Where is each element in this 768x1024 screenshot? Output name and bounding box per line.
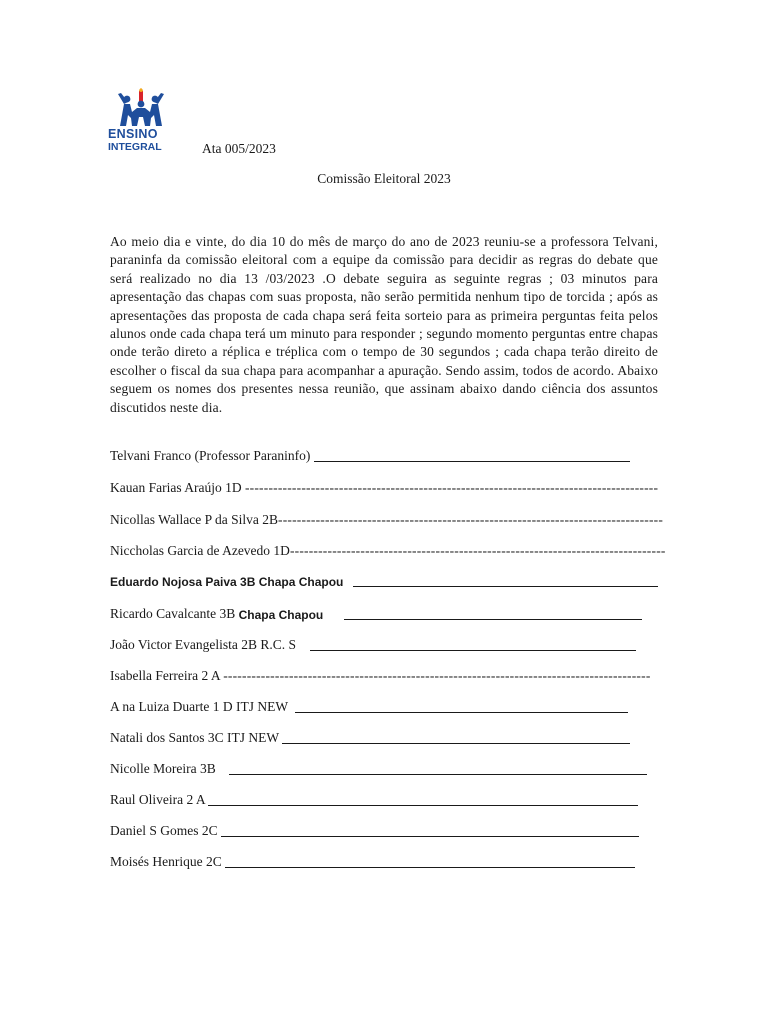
signature-name: Raul Oliveira 2 A [110,792,209,807]
signature-row [110,480,659,496]
signature-row [110,448,630,464]
signature-row [110,668,651,684]
signature-line [221,824,639,837]
signature-row [110,761,647,777]
signature-name: Ricardo Cavalcante 3B [110,606,239,621]
signature-line [310,638,636,651]
ensino-integral-logo [108,88,176,156]
signature-name: Natali dos Santos 3C ITJ NEW [110,730,283,745]
signature-row [110,699,628,715]
logo-line-2: INTEGRAL [108,140,162,153]
signature-line [344,607,642,620]
signature-line [282,731,630,744]
ata-number: Ata 005/2023 [202,141,276,156]
signature-row [110,823,639,839]
signature-line [208,793,638,806]
document-title: Comissão Eleitoral 2023 [317,171,451,186]
signature-dashes: -------------------------------------------------------------------------------- [289,543,666,558]
signature-name: João Victor Evangelista 2B R.C. S [110,637,310,652]
signature-row [110,792,638,808]
minutes-body: Ao meio dia e vinte, do dia 10 do mês de março do ano de 2023 reuniu-se a professora Telvani, paraninfa da comissão eleitoral com a equipe da comissão para decidir as regras do debate que será realizado no dia 13 /03/2023 .O debate seguira as seguinte regras ; 03 minutos para apresentação das chapas com suas proposta, não serão permitida nenhum tipo de torcida ; após as apresentações das proposta de cada chapa será feita sorteio para as primeira perguntas feita pelos alunos onde cada chapa terá um minuto para responder ; segundo momento perguntas entre chapas onde terão direto a réplica e tréplica com o tempo de 30 segundos ; cada chapa terão direito de escolher o fiscal da sua chapa para acompanhar a apuração. Sendo assim, todos de acordo. Abaixo seguem os nomes dos presentes nessa reunião, que assinam abaixo dando ciência dos assuntos discutidos neste dia. [110,234,658,415]
signature-name: Daniel S Gomes 2C [110,823,221,838]
signature-line [314,449,630,462]
signature-dashes: ------------------------------------------------------------------------------------------- [223,668,651,683]
signature-row [110,637,636,653]
signature-row [110,854,635,870]
signature-dashes: ---------------------------------------------------------------------------------- [278,512,664,527]
signature-name: Telvani Franco (Professor Paraninfo) [110,448,314,463]
signature-name: Kauan Farias Araújo 1D [110,480,245,495]
signature-row [110,606,642,622]
signature-name: Eduardo Nojosa Paiva 3B Chapa Chapou [110,575,354,589]
signature-line [229,762,647,775]
signature-name: Nicollas Wallace P da Silva 2B [110,512,279,527]
signature-line [225,855,635,868]
signature-line [295,700,628,713]
signature-name: A na Luiza Duarte 1 D ITJ NEW [110,699,295,714]
logo-line-1: ENSINO [108,127,158,141]
signature-row [110,730,630,746]
signature-row [110,543,666,559]
signature-row [110,512,664,528]
signature-dashes: ---------------------------------------------------------------------------------------- [244,480,659,495]
signature-name: Isabella Ferreira 2 A [110,668,224,683]
signature-line [353,574,658,587]
signature-name: Moisés Henrique 2C [110,854,226,869]
signature-name: Niccholas Garcia de Azevedo 1D [110,543,290,558]
signature-chapa: Chapa Chapou [238,608,324,622]
logo-figures-icon [108,88,176,128]
signature-row [110,574,658,589]
signature-name: Nicolle Moreira 3B [110,761,230,776]
